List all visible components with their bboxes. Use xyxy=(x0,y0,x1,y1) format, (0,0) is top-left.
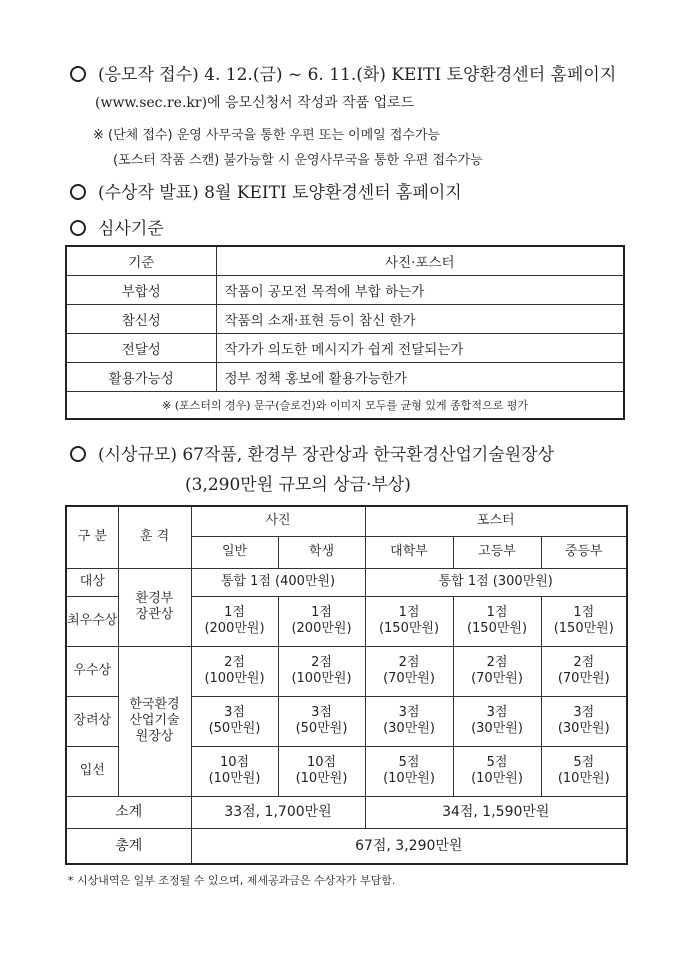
prize-cell: 2점 (70만원) xyxy=(365,646,453,696)
criteria-row xyxy=(66,334,624,363)
prize-total-row xyxy=(66,828,627,864)
prize-total-label: 총계 xyxy=(66,828,191,864)
prize-header-row xyxy=(66,506,627,536)
criteria-row xyxy=(66,363,624,392)
prize-row xyxy=(66,646,627,696)
prize-cell: 3점 (30만원) xyxy=(541,696,627,746)
prize-header-division: 구 분 xyxy=(66,506,118,568)
criteria-footnote-row xyxy=(66,392,624,420)
prize-label: 장려상 xyxy=(66,696,118,746)
prize-cell: 2점 (70만원) xyxy=(541,646,627,696)
prize-label: 최우수상 xyxy=(66,596,118,646)
prize-label: 우수상 xyxy=(66,646,118,696)
prize-cell: 5점 (10만원) xyxy=(541,746,627,796)
circle-bullet-icon xyxy=(70,184,86,200)
criteria-desc: 작품의 소재·표현 등이 참신 한가 xyxy=(216,305,624,334)
prize-subtotal-label: 소계 xyxy=(66,796,191,828)
criteria-name: 전달성 xyxy=(66,334,216,363)
prize-cell: 3점 (50만원) xyxy=(278,696,365,746)
prize-cell: 5점 (10만원) xyxy=(453,746,541,796)
criteria-header-cell: 사진·포스터 xyxy=(216,246,624,276)
prize-header-award: 훈 격 xyxy=(118,506,191,568)
prize-cell: 10점 (10만원) xyxy=(191,746,278,796)
bullet-criteria: 심사기준 xyxy=(70,214,164,239)
prize-row-grand xyxy=(66,568,627,596)
prize-cell: 1점 (150만원) xyxy=(541,596,627,646)
prize-total-value: 67점, 3,290만원 xyxy=(191,828,627,864)
prize-subheader: 고등부 xyxy=(453,536,541,568)
criteria-desc: 작가가 의도한 메시지가 쉽게 전달되는가 xyxy=(216,334,624,363)
prize-cell: 통합 1점 (400만원) xyxy=(191,568,365,596)
prize-cell: 3점 (30만원) xyxy=(365,696,453,746)
criteria-footnote: ※ (포스터의 경우) 문구(슬로건)와 이미지 모두를 균형 있게 종합적으로 평가 xyxy=(66,392,624,420)
criteria-name: 활용가능성 xyxy=(66,363,216,392)
prize-subheader: 중등부 xyxy=(541,536,627,568)
submission-note-1: ※ (단체 접수) 운영 사무국을 통한 우편 또는 이메일 접수가능 xyxy=(93,128,441,143)
bullet-submission: (응모작 접수) 4. 12.(금) ~ 6. 11.(화) KEITI 토양환경센터 홈페이지 xyxy=(70,60,616,85)
prize-label: 입선 xyxy=(66,746,118,796)
prize-table xyxy=(65,505,628,865)
prize-cell: 2점 (70만원) xyxy=(453,646,541,696)
prize-cell: 10점 (10만원) xyxy=(278,746,365,796)
prize-award-minister: 환경부 장관상 xyxy=(118,568,191,646)
criteria-desc: 작품이 공모전 목적에 부합 하는가 xyxy=(216,276,624,305)
prize-subheader: 학생 xyxy=(278,536,365,568)
prize-subtotal-row xyxy=(66,796,627,828)
prize-scale-line2: (3,290만원 규모의 상금·부상) xyxy=(185,475,411,495)
prize-subheader: 대학부 xyxy=(365,536,453,568)
prize-award-institute: 한국환경 산업기술 원장상 xyxy=(118,646,191,796)
prize-cell: 2점 (100만원) xyxy=(191,646,278,696)
circle-bullet-icon xyxy=(70,446,86,462)
criteria-table xyxy=(65,245,625,420)
submission-url-line: (www.sec.re.kr)에 응모신청서 작성과 작품 업로드 xyxy=(95,95,415,111)
criteria-name: 부합성 xyxy=(66,276,216,305)
prize-subtotal-photo: 33점, 1,700만원 xyxy=(191,796,365,828)
prize-header-poster: 포스터 xyxy=(365,506,627,536)
prize-cell: 통합 1점 (300만원) xyxy=(365,568,627,596)
footer-note: * 시상내역은 일부 조정될 수 있으며, 제세공과금은 수상자가 부담함. xyxy=(68,874,396,887)
bullet-announcement: (수상작 발표) 8월 KEITI 토양환경센터 홈페이지 xyxy=(70,178,462,203)
criteria-desc: 정부 정책 홍보에 활용가능한가 xyxy=(216,363,624,392)
criteria-name: 참신성 xyxy=(66,305,216,334)
prize-cell: 1점 (200만원) xyxy=(191,596,278,646)
prize-subheader: 일반 xyxy=(191,536,278,568)
prize-subtotal-poster: 34점, 1,590만원 xyxy=(365,796,627,828)
prize-header-photo: 사진 xyxy=(191,506,365,536)
criteria-header-cell: 기준 xyxy=(66,246,216,276)
criteria-row xyxy=(66,276,624,305)
prize-cell: 3점 (30만원) xyxy=(453,696,541,746)
circle-bullet-icon xyxy=(70,66,86,82)
prize-label: 대상 xyxy=(66,568,118,596)
criteria-header-row xyxy=(66,246,624,276)
prize-cell: 1점 (200만원) xyxy=(278,596,365,646)
prize-cell: 1점 (150만원) xyxy=(365,596,453,646)
prize-cell: 3점 (50만원) xyxy=(191,696,278,746)
bullet-prize-scale: (시상규모) 67작품, 환경부 장관상과 한국환경산업기술원장상 xyxy=(70,440,554,465)
prize-cell: 1점 (150만원) xyxy=(453,596,541,646)
circle-bullet-icon xyxy=(70,220,86,236)
prize-cell: 2점 (100만원) xyxy=(278,646,365,696)
submission-note-2: (포스터 작품 스캔) 불가능할 시 운영사무국을 통한 우편 접수가능 xyxy=(113,153,483,168)
criteria-row xyxy=(66,305,624,334)
prize-cell: 5점 (10만원) xyxy=(365,746,453,796)
